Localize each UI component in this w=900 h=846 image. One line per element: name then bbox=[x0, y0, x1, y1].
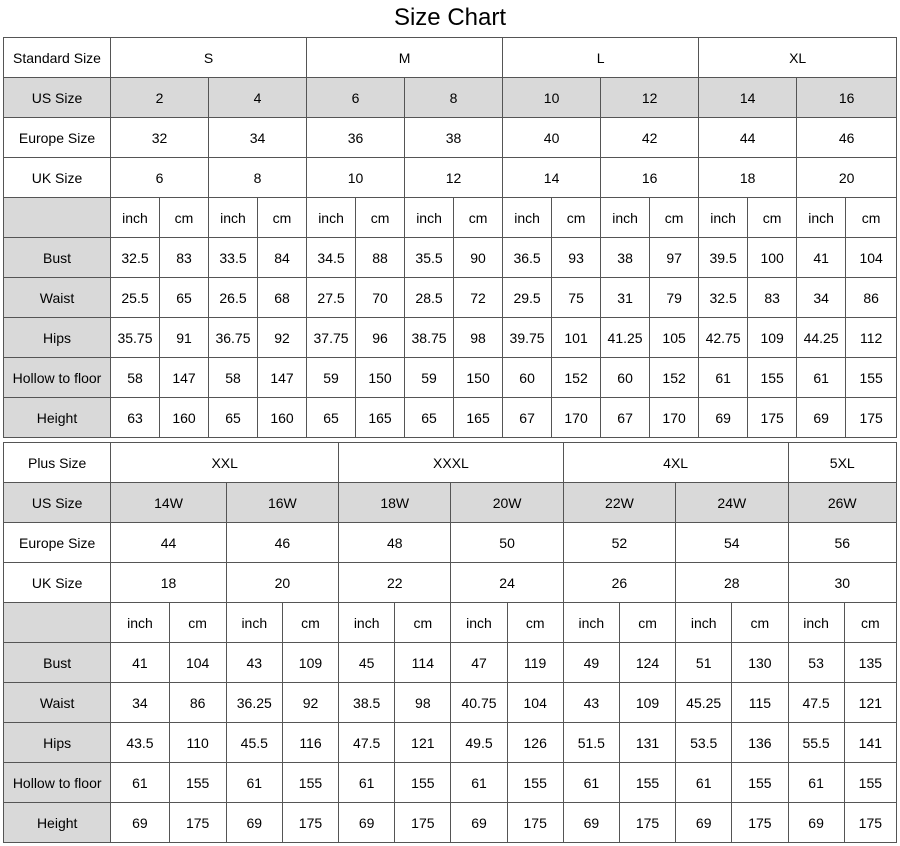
us-size-cell: 20W bbox=[451, 483, 563, 523]
measurement-value: 40.75 bbox=[451, 683, 507, 723]
us-size-row bbox=[4, 483, 897, 523]
measurement-label: Height bbox=[4, 803, 111, 843]
measurement-value: 65 bbox=[160, 278, 209, 318]
measurement-value: 43.5 bbox=[111, 723, 169, 763]
unit-cm-cell: cm bbox=[650, 198, 699, 238]
measurement-value: 67 bbox=[503, 398, 552, 438]
page-title: Size Chart bbox=[393, 4, 507, 31]
measurement-value: 69 bbox=[676, 803, 732, 843]
measurement-value: 65 bbox=[209, 398, 258, 438]
us-size-cell: 14W bbox=[111, 483, 226, 523]
measurement-value: 39.5 bbox=[699, 238, 748, 278]
size-group-row bbox=[4, 443, 897, 483]
measurement-value: 97 bbox=[650, 238, 699, 278]
measurement-value: 155 bbox=[748, 358, 797, 398]
measurement-value: 152 bbox=[552, 358, 601, 398]
us-size-cell: 14 bbox=[699, 78, 797, 118]
measurement-label: Hips bbox=[4, 723, 111, 763]
measurement-value: 155 bbox=[732, 763, 788, 803]
measurement-value: 61 bbox=[788, 763, 844, 803]
europe-size-cell: 48 bbox=[339, 523, 451, 563]
unit-cm-cell: cm bbox=[169, 603, 226, 643]
measurement-label: Hollow to floor bbox=[4, 763, 111, 803]
measurement-value: 165 bbox=[356, 398, 405, 438]
measurement-value: 33.5 bbox=[209, 238, 258, 278]
measurement-value: 69 bbox=[111, 803, 169, 843]
measurement-value: 79 bbox=[650, 278, 699, 318]
measurement-value: 61 bbox=[339, 763, 395, 803]
size-group-cell: XXXL bbox=[339, 443, 564, 483]
unit-inch-cell: inch bbox=[339, 603, 395, 643]
measurement-value: 96 bbox=[356, 318, 405, 358]
unit-inch-cell: inch bbox=[307, 198, 356, 238]
measurement-value: 59 bbox=[307, 358, 356, 398]
measurement-value: 61 bbox=[226, 763, 282, 803]
measurement-value: 126 bbox=[507, 723, 563, 763]
measurement-value: 101 bbox=[552, 318, 601, 358]
unit-cm-cell: cm bbox=[395, 603, 451, 643]
measurement-value: 114 bbox=[395, 643, 451, 683]
measurement-value: 38.75 bbox=[405, 318, 454, 358]
measurement-value: 34 bbox=[111, 683, 169, 723]
measurement-value: 104 bbox=[169, 643, 226, 683]
uk-size-cell: 6 bbox=[111, 158, 209, 198]
size-group-cell: 4XL bbox=[563, 443, 788, 483]
europe-size-label: Europe Size bbox=[4, 118, 111, 158]
unit-inch-cell: inch bbox=[797, 198, 846, 238]
measurement-value: 147 bbox=[160, 358, 209, 398]
measurement-value: 27.5 bbox=[307, 278, 356, 318]
measurement-value: 110 bbox=[169, 723, 226, 763]
europe-size-row bbox=[4, 523, 897, 563]
measurement-value: 60 bbox=[601, 358, 650, 398]
measurement-value: 28.5 bbox=[405, 278, 454, 318]
measurement-value: 31 bbox=[601, 278, 650, 318]
size-group-cell: 5XL bbox=[788, 443, 897, 483]
measurement-label: Hips bbox=[4, 318, 111, 358]
europe-size-cell: 40 bbox=[503, 118, 601, 158]
measurement-value: 121 bbox=[395, 723, 451, 763]
measurement-value: 63 bbox=[111, 398, 160, 438]
measurement-value: 170 bbox=[650, 398, 699, 438]
measurement-value: 175 bbox=[844, 803, 896, 843]
measurement-value: 175 bbox=[395, 803, 451, 843]
measurement-value: 58 bbox=[209, 358, 258, 398]
measurement-value: 147 bbox=[258, 358, 307, 398]
measurement-value: 88 bbox=[356, 238, 405, 278]
measurement-value: 53.5 bbox=[676, 723, 732, 763]
measurement-value: 155 bbox=[844, 763, 896, 803]
measurement-value: 61 bbox=[451, 763, 507, 803]
unit-cm-cell: cm bbox=[748, 198, 797, 238]
measurement-value: 69 bbox=[797, 398, 846, 438]
uk-size-row bbox=[4, 563, 897, 603]
measurement-value: 135 bbox=[844, 643, 896, 683]
measurement-value: 175 bbox=[507, 803, 563, 843]
size-group-cell: L bbox=[503, 38, 699, 78]
unit-row bbox=[4, 198, 897, 238]
unit-cm-cell: cm bbox=[507, 603, 563, 643]
measurement-value: 49.5 bbox=[451, 723, 507, 763]
europe-size-cell: 44 bbox=[111, 523, 226, 563]
measurement-value: 109 bbox=[282, 643, 338, 683]
measurement-row bbox=[4, 318, 897, 358]
measurement-value: 53 bbox=[788, 643, 844, 683]
measurement-value: 49 bbox=[563, 643, 619, 683]
measurement-value: 58 bbox=[111, 358, 160, 398]
measurement-value: 175 bbox=[169, 803, 226, 843]
europe-size-cell: 46 bbox=[797, 118, 897, 158]
measurement-value: 32.5 bbox=[699, 278, 748, 318]
measurement-value: 34.5 bbox=[307, 238, 356, 278]
europe-size-cell: 36 bbox=[307, 118, 405, 158]
europe-size-cell: 32 bbox=[111, 118, 209, 158]
measurement-value: 98 bbox=[454, 318, 503, 358]
unit-cm-cell: cm bbox=[356, 198, 405, 238]
measurement-value: 59 bbox=[405, 358, 454, 398]
measurement-row bbox=[4, 683, 897, 723]
measurement-value: 83 bbox=[748, 278, 797, 318]
unit-row-blank bbox=[4, 198, 111, 238]
us-size-cell: 12 bbox=[601, 78, 699, 118]
unit-row bbox=[4, 603, 897, 643]
size-label-header: Plus Size bbox=[4, 443, 111, 483]
measurement-value: 152 bbox=[650, 358, 699, 398]
measurement-value: 38.5 bbox=[339, 683, 395, 723]
measurement-label: Bust bbox=[4, 238, 111, 278]
unit-inch-cell: inch bbox=[111, 198, 160, 238]
uk-size-cell: 18 bbox=[111, 563, 226, 603]
measurement-value: 69 bbox=[451, 803, 507, 843]
measurement-value: 155 bbox=[282, 763, 338, 803]
unit-cm-cell: cm bbox=[282, 603, 338, 643]
uk-size-cell: 24 bbox=[451, 563, 563, 603]
europe-size-cell: 46 bbox=[226, 523, 338, 563]
measurement-value: 38 bbox=[601, 238, 650, 278]
measurement-row bbox=[4, 723, 897, 763]
measurement-value: 124 bbox=[619, 643, 675, 683]
measurement-value: 92 bbox=[258, 318, 307, 358]
measurement-value: 55.5 bbox=[788, 723, 844, 763]
measurement-value: 98 bbox=[395, 683, 451, 723]
uk-size-cell: 8 bbox=[209, 158, 307, 198]
measurement-value: 35.5 bbox=[405, 238, 454, 278]
measurement-value: 100 bbox=[748, 238, 797, 278]
unit-inch-cell: inch bbox=[699, 198, 748, 238]
unit-cm-cell: cm bbox=[258, 198, 307, 238]
unit-cm-cell: cm bbox=[454, 198, 503, 238]
uk-size-cell: 14 bbox=[503, 158, 601, 198]
measurement-value: 121 bbox=[844, 683, 896, 723]
measurement-value: 119 bbox=[507, 643, 563, 683]
unit-cm-cell: cm bbox=[846, 198, 897, 238]
unit-row-blank bbox=[4, 603, 111, 643]
us-size-cell: 26W bbox=[788, 483, 897, 523]
uk-size-cell: 18 bbox=[699, 158, 797, 198]
measurement-value: 155 bbox=[169, 763, 226, 803]
measurement-value: 61 bbox=[563, 763, 619, 803]
measurement-value: 155 bbox=[507, 763, 563, 803]
measurement-value: 45.25 bbox=[676, 683, 732, 723]
europe-size-cell: 44 bbox=[699, 118, 797, 158]
unit-cm-cell: cm bbox=[160, 198, 209, 238]
us-size-cell: 24W bbox=[676, 483, 788, 523]
size-group-cell: S bbox=[111, 38, 307, 78]
measurement-value: 36.25 bbox=[226, 683, 282, 723]
size-group-row bbox=[4, 38, 897, 78]
measurement-value: 69 bbox=[339, 803, 395, 843]
measurement-label: Hollow to floor bbox=[4, 358, 111, 398]
europe-size-cell: 52 bbox=[563, 523, 675, 563]
measurement-value: 47.5 bbox=[788, 683, 844, 723]
measurement-value: 43 bbox=[563, 683, 619, 723]
measurement-value: 36.75 bbox=[209, 318, 258, 358]
measurement-value: 37.75 bbox=[307, 318, 356, 358]
measurement-row bbox=[4, 803, 897, 843]
measurement-value: 175 bbox=[732, 803, 788, 843]
measurement-value: 91 bbox=[160, 318, 209, 358]
measurement-value: 105 bbox=[650, 318, 699, 358]
us-size-cell: 18W bbox=[339, 483, 451, 523]
uk-size-cell: 12 bbox=[405, 158, 503, 198]
measurement-value: 86 bbox=[169, 683, 226, 723]
measurement-value: 35.75 bbox=[111, 318, 160, 358]
measurement-value: 170 bbox=[552, 398, 601, 438]
measurement-value: 70 bbox=[356, 278, 405, 318]
measurement-value: 155 bbox=[395, 763, 451, 803]
measurement-value: 69 bbox=[699, 398, 748, 438]
size-group-cell: M bbox=[307, 38, 503, 78]
measurement-value: 51 bbox=[676, 643, 732, 683]
europe-size-label: Europe Size bbox=[4, 523, 111, 563]
europe-size-cell: 50 bbox=[451, 523, 563, 563]
measurement-value: 93 bbox=[552, 238, 601, 278]
measurement-value: 29.5 bbox=[503, 278, 552, 318]
size-label-header: Standard Size bbox=[4, 38, 111, 78]
measurement-value: 109 bbox=[619, 683, 675, 723]
measurement-label: Bust bbox=[4, 643, 111, 683]
measurement-value: 84 bbox=[258, 238, 307, 278]
measurement-value: 90 bbox=[454, 238, 503, 278]
measurement-row bbox=[4, 238, 897, 278]
unit-inch-cell: inch bbox=[111, 603, 169, 643]
measurement-row bbox=[4, 398, 897, 438]
unit-cm-cell: cm bbox=[619, 603, 675, 643]
uk-size-label: UK Size bbox=[4, 563, 111, 603]
us-size-cell: 10 bbox=[503, 78, 601, 118]
us-size-label: US Size bbox=[4, 78, 111, 118]
uk-size-row bbox=[4, 158, 897, 198]
plus-size-table bbox=[3, 442, 897, 843]
uk-size-cell: 10 bbox=[307, 158, 405, 198]
measurement-row bbox=[4, 763, 897, 803]
measurement-value: 69 bbox=[788, 803, 844, 843]
measurement-value: 175 bbox=[619, 803, 675, 843]
us-size-row bbox=[4, 78, 897, 118]
measurement-label: Waist bbox=[4, 683, 111, 723]
measurement-value: 34 bbox=[797, 278, 846, 318]
uk-size-cell: 22 bbox=[339, 563, 451, 603]
unit-cm-cell: cm bbox=[844, 603, 896, 643]
measurement-value: 36.5 bbox=[503, 238, 552, 278]
unit-inch-cell: inch bbox=[601, 198, 650, 238]
measurement-value: 44.25 bbox=[797, 318, 846, 358]
measurement-value: 112 bbox=[846, 318, 897, 358]
measurement-value: 83 bbox=[160, 238, 209, 278]
measurement-value: 61 bbox=[676, 763, 732, 803]
us-size-cell: 2 bbox=[111, 78, 209, 118]
measurement-value: 165 bbox=[454, 398, 503, 438]
measurement-value: 43 bbox=[226, 643, 282, 683]
uk-size-cell: 20 bbox=[797, 158, 897, 198]
measurement-value: 131 bbox=[619, 723, 675, 763]
measurement-value: 39.75 bbox=[503, 318, 552, 358]
europe-size-cell: 34 bbox=[209, 118, 307, 158]
measurement-value: 92 bbox=[282, 683, 338, 723]
measurement-value: 136 bbox=[732, 723, 788, 763]
measurement-label: Height bbox=[4, 398, 111, 438]
measurement-value: 116 bbox=[282, 723, 338, 763]
measurement-value: 69 bbox=[563, 803, 619, 843]
measurement-value: 86 bbox=[846, 278, 897, 318]
us-size-cell: 22W bbox=[563, 483, 675, 523]
measurement-value: 175 bbox=[282, 803, 338, 843]
measurement-value: 104 bbox=[507, 683, 563, 723]
measurement-value: 141 bbox=[844, 723, 896, 763]
measurement-value: 60 bbox=[503, 358, 552, 398]
unit-inch-cell: inch bbox=[451, 603, 507, 643]
unit-inch-cell: inch bbox=[503, 198, 552, 238]
measurement-value: 41 bbox=[797, 238, 846, 278]
measurement-value: 175 bbox=[846, 398, 897, 438]
uk-size-cell: 20 bbox=[226, 563, 338, 603]
europe-size-cell: 42 bbox=[601, 118, 699, 158]
measurement-value: 51.5 bbox=[563, 723, 619, 763]
measurement-value: 115 bbox=[732, 683, 788, 723]
measurement-value: 150 bbox=[454, 358, 503, 398]
size-group-cell: XXL bbox=[111, 443, 339, 483]
measurement-value: 160 bbox=[160, 398, 209, 438]
measurement-value: 155 bbox=[846, 358, 897, 398]
measurement-value: 69 bbox=[226, 803, 282, 843]
us-size-cell: 6 bbox=[307, 78, 405, 118]
measurement-value: 61 bbox=[111, 763, 169, 803]
unit-inch-cell: inch bbox=[226, 603, 282, 643]
measurement-value: 41.25 bbox=[601, 318, 650, 358]
measurement-value: 160 bbox=[258, 398, 307, 438]
measurement-value: 47 bbox=[451, 643, 507, 683]
measurement-label: Waist bbox=[4, 278, 111, 318]
europe-size-cell: 54 bbox=[676, 523, 788, 563]
unit-inch-cell: inch bbox=[209, 198, 258, 238]
standard-size-table bbox=[3, 37, 897, 438]
us-size-cell: 8 bbox=[405, 78, 503, 118]
unit-inch-cell: inch bbox=[788, 603, 844, 643]
unit-cm-cell: cm bbox=[732, 603, 788, 643]
measurement-value: 150 bbox=[356, 358, 405, 398]
measurement-value: 155 bbox=[619, 763, 675, 803]
size-group-cell: XL bbox=[699, 38, 897, 78]
us-size-cell: 16W bbox=[226, 483, 338, 523]
uk-size-cell: 28 bbox=[676, 563, 788, 603]
uk-size-cell: 16 bbox=[601, 158, 699, 198]
measurement-value: 45 bbox=[339, 643, 395, 683]
us-size-cell: 4 bbox=[209, 78, 307, 118]
uk-size-cell: 30 bbox=[788, 563, 897, 603]
measurement-value: 47.5 bbox=[339, 723, 395, 763]
unit-inch-cell: inch bbox=[676, 603, 732, 643]
europe-size-cell: 56 bbox=[788, 523, 897, 563]
measurement-value: 65 bbox=[405, 398, 454, 438]
measurement-value: 104 bbox=[846, 238, 897, 278]
measurement-value: 41 bbox=[111, 643, 169, 683]
unit-cm-cell: cm bbox=[552, 198, 601, 238]
measurement-value: 42.75 bbox=[699, 318, 748, 358]
measurement-value: 72 bbox=[454, 278, 503, 318]
measurement-row bbox=[4, 278, 897, 318]
measurement-value: 45.5 bbox=[226, 723, 282, 763]
measurement-row bbox=[4, 358, 897, 398]
europe-size-row bbox=[4, 118, 897, 158]
measurement-value: 25.5 bbox=[111, 278, 160, 318]
measurement-value: 75 bbox=[552, 278, 601, 318]
measurement-value: 61 bbox=[797, 358, 846, 398]
measurement-value: 130 bbox=[732, 643, 788, 683]
measurement-value: 175 bbox=[748, 398, 797, 438]
measurement-value: 32.5 bbox=[111, 238, 160, 278]
measurement-value: 68 bbox=[258, 278, 307, 318]
measurement-value: 26.5 bbox=[209, 278, 258, 318]
measurement-row bbox=[4, 643, 897, 683]
uk-size-cell: 26 bbox=[563, 563, 675, 603]
measurement-value: 65 bbox=[307, 398, 356, 438]
us-size-label: US Size bbox=[4, 483, 111, 523]
measurement-value: 109 bbox=[748, 318, 797, 358]
unit-inch-cell: inch bbox=[563, 603, 619, 643]
uk-size-label: UK Size bbox=[4, 158, 111, 198]
europe-size-cell: 38 bbox=[405, 118, 503, 158]
measurement-value: 67 bbox=[601, 398, 650, 438]
unit-inch-cell: inch bbox=[405, 198, 454, 238]
measurement-value: 61 bbox=[699, 358, 748, 398]
us-size-cell: 16 bbox=[797, 78, 897, 118]
